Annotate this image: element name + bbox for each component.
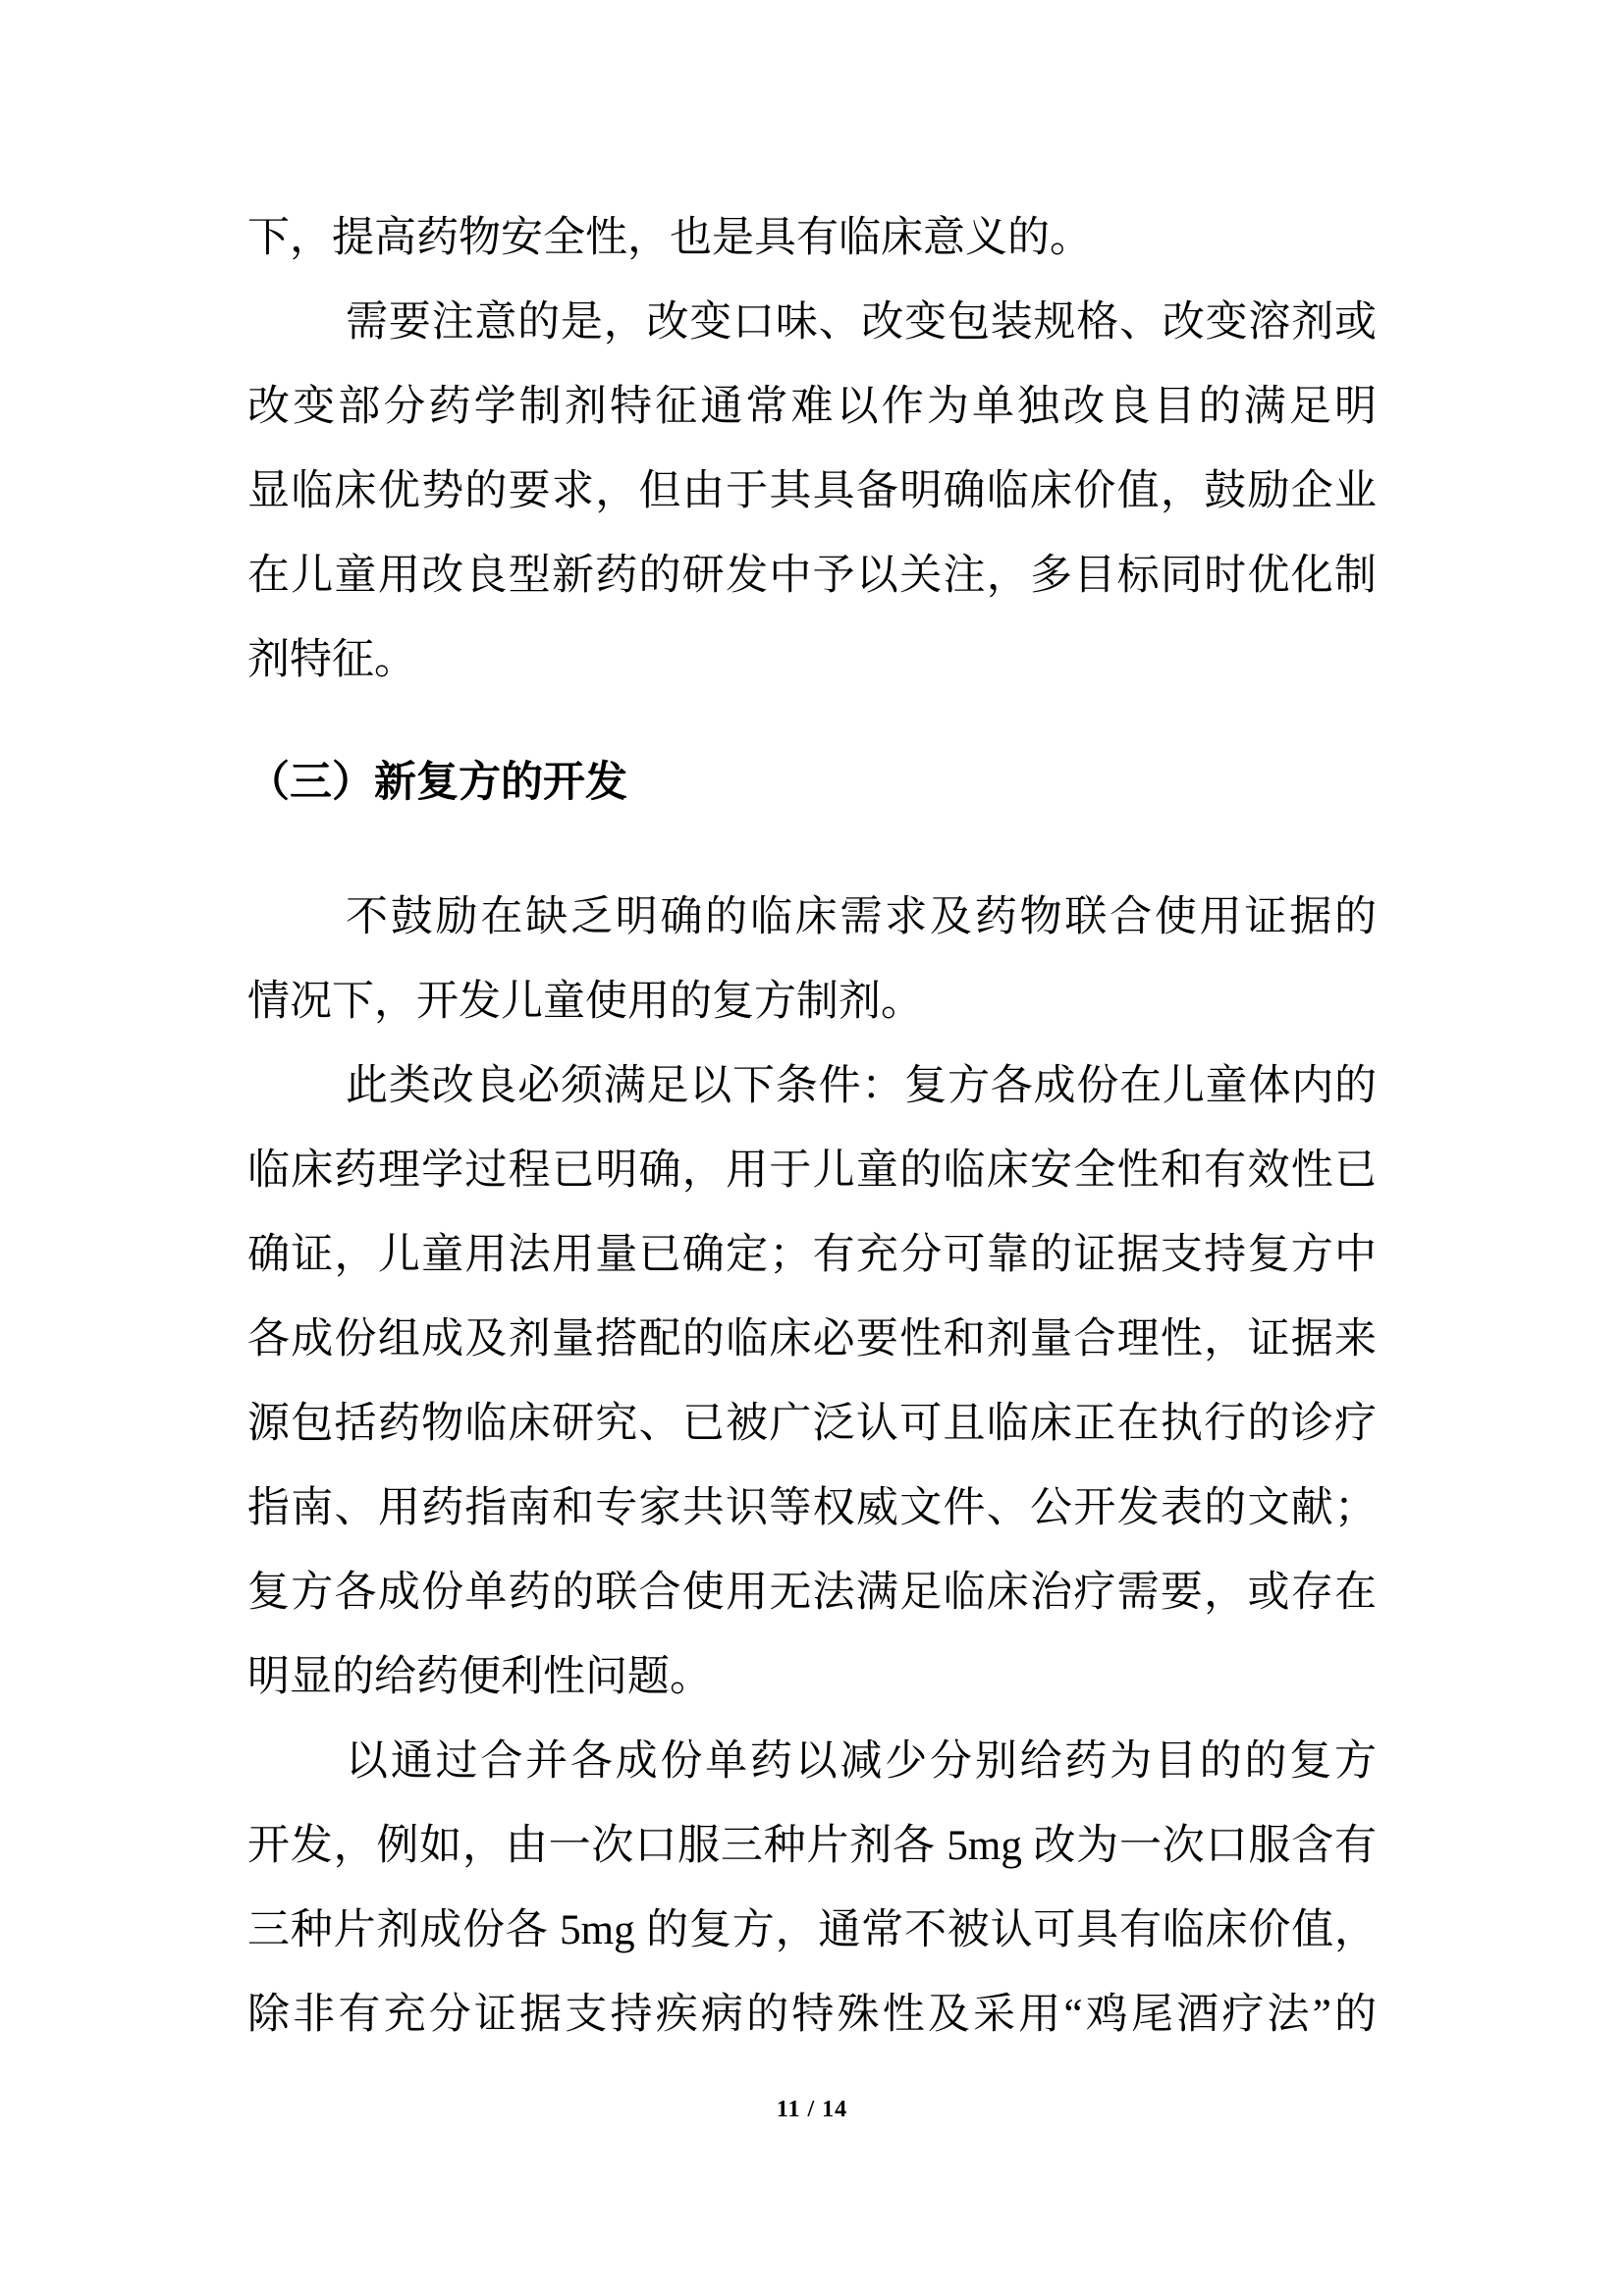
section — [247, 740, 1377, 825]
text-line: 以通过合并各成份单药以减少分别给药为目的的复方 — [346, 1738, 1377, 1785]
text-line: 显临床优势的要求，但由于其具备明确临床价值，鼓励企业 — [247, 468, 1377, 514]
paragraph — [247, 196, 1377, 281]
page-number: 11 / 14 — [776, 2097, 848, 2122]
paragraph — [247, 281, 1377, 703]
text-line: 剂特征。 — [247, 637, 416, 683]
text-line: 需要注意的是，改变口味、改变包装规格、改变溶剂或 — [346, 299, 1377, 346]
text-line: 此类改良必须满足以下条件：复方各成份在儿童体内的 — [346, 1063, 1377, 1109]
paragraph — [247, 1720, 1377, 2057]
text-line: 各成份组成及剂量搭配的临床必要性和剂量合理性，证据来 — [247, 1316, 1377, 1362]
text-line: 源包括药物临床研究、已被广泛认可且临床正在执行的诊疗 — [247, 1401, 1377, 1447]
text-line: 明显的给药便利性问题。 — [247, 1654, 712, 1700]
text-line: 开发，例如，由一次口服三种片剂各 5mg 改为一次口服含有 — [247, 1823, 1377, 1869]
text-line: 在儿童用改良型新药的研发中予以关注，多目标同时优化制 — [247, 553, 1377, 599]
text-line: 确证，儿童用法用量已确定；有充分可靠的证据支持复方中 — [247, 1232, 1377, 1278]
paragraph — [247, 876, 1377, 1044]
text-line: 情况下，开发儿童使用的复方制剂。 — [247, 979, 923, 1025]
text-line: 复方各成份单药的联合使用无法满足临床治疗需要，或存在 — [247, 1570, 1377, 1616]
section-heading: （三）新复方的开发 — [247, 759, 627, 806]
document-content — [247, 196, 1377, 2057]
text-line: 三种片剂成份各 5mg 的复方，通常不被认可具有临床价值， — [247, 1907, 1377, 1953]
text-line: 改变部分药学制剂特征通常难以作为单独改良目的满足明 — [247, 384, 1377, 430]
paragraph — [247, 1044, 1377, 1720]
text-line: 指南、用药指南和专家共识等权威文件、公开发表的文献； — [247, 1485, 1377, 1531]
text-line: 临床药理学过程已明确，用于儿童的临床安全性和有效性已 — [247, 1148, 1377, 1194]
text-line: 下，提高药物安全性，也是具有临床意义的。 — [247, 215, 1092, 261]
text-line: 不鼓励在缺乏明确的临床需求及药物联合使用证据的 — [346, 894, 1377, 940]
text-line: 除非有充分证据支持疾病的特殊性及采用“鸡尾酒疗法”的 — [247, 1992, 1377, 2038]
